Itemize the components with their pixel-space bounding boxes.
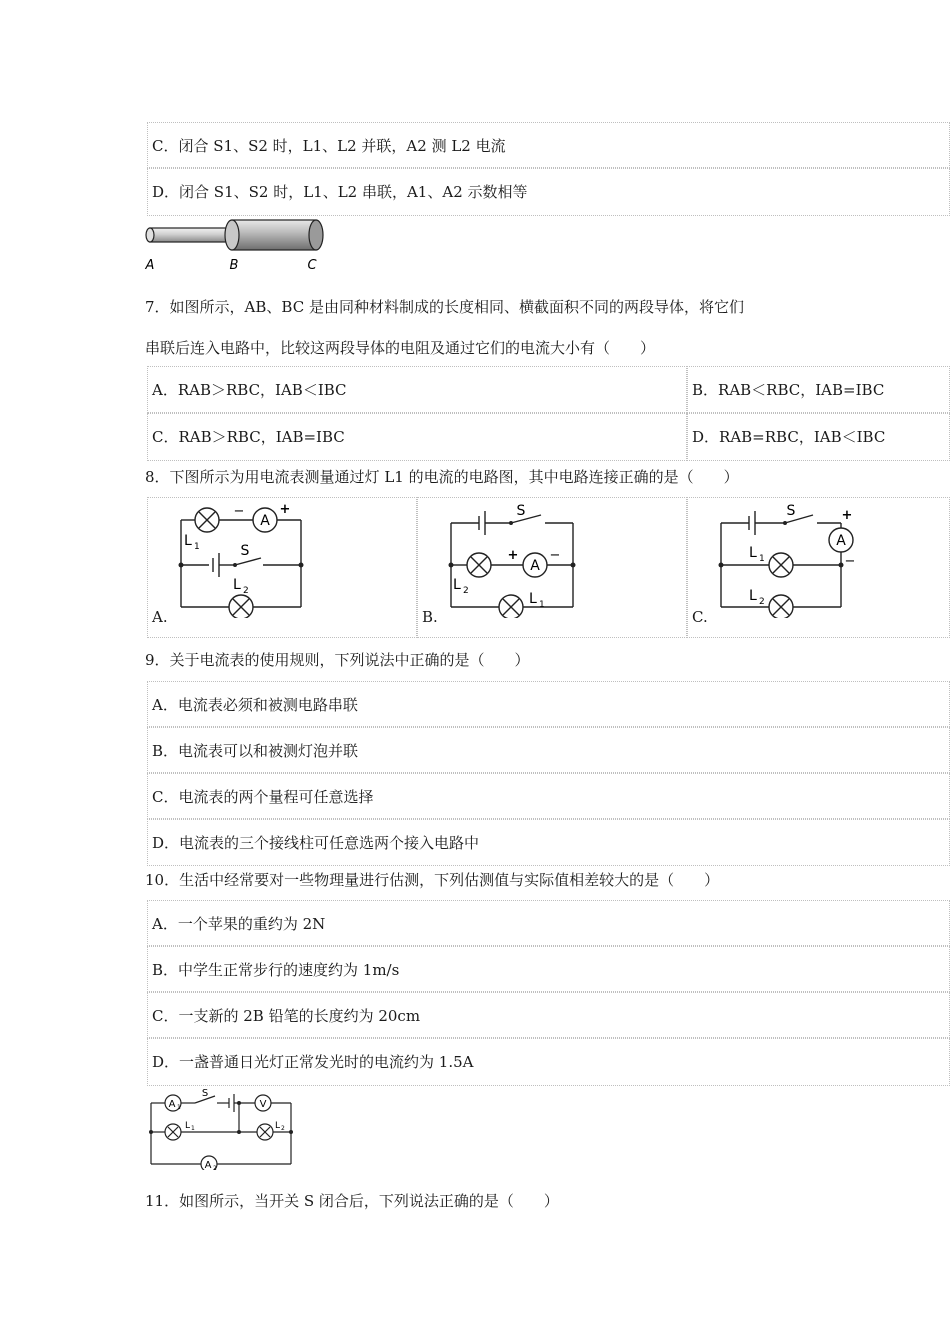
label-a: A bbox=[145, 258, 155, 273]
a1-sub: 1 bbox=[177, 1104, 181, 1111]
q10-stem: 10．生活中经常要对一些物理量进行估测，下列估测值与实际值相差较大的是（ ） bbox=[145, 871, 720, 889]
a2-label: A bbox=[204, 1160, 212, 1170]
l2-label: L bbox=[275, 1121, 281, 1131]
l2-label: L bbox=[233, 577, 241, 593]
plus-label: + bbox=[841, 508, 853, 523]
l1-sub: 1 bbox=[759, 554, 765, 564]
q7-option-b-text: B．RAB＜RBC，IAB=IBC bbox=[692, 381, 885, 399]
q9-option-c-text: C．电流表的两个量程可任意选择 bbox=[152, 788, 374, 806]
q6-option-d[interactable] bbox=[147, 168, 950, 216]
minus-label: − bbox=[844, 554, 856, 569]
circuit-q11 bbox=[145, 1088, 297, 1170]
switch-label: S bbox=[786, 503, 796, 519]
q7-option-d-text: D．RAB=RBC，IAB＜IBC bbox=[692, 428, 886, 446]
q8-option-a[interactable] bbox=[147, 497, 417, 638]
switch-label: S bbox=[516, 503, 526, 519]
q7-stem-line2: 串联后连入电路中，比较这两段导体的电阻及通过它们的电流大小有（ ） bbox=[145, 339, 656, 357]
q9-option-c[interactable] bbox=[147, 773, 950, 819]
l1-sub: 1 bbox=[194, 542, 200, 552]
circuit-c bbox=[713, 503, 873, 618]
ammeter-label: A bbox=[260, 513, 270, 529]
plus-label: + bbox=[279, 503, 291, 517]
conductor-figure bbox=[140, 212, 330, 274]
l2-label: L bbox=[749, 588, 757, 604]
q7-option-c[interactable] bbox=[147, 413, 687, 461]
l2-sub: 2 bbox=[463, 586, 469, 596]
voltmeter-label: V bbox=[259, 1099, 267, 1110]
q9-option-d[interactable] bbox=[147, 819, 950, 866]
switch-label: S bbox=[201, 1088, 209, 1099]
ammeter-label: A bbox=[836, 533, 846, 549]
l1-label: L bbox=[184, 533, 192, 549]
q8-option-c[interactable] bbox=[687, 497, 950, 638]
l2-label: L bbox=[453, 577, 461, 593]
l2-sub: 2 bbox=[281, 1125, 285, 1132]
ammeter-label: A bbox=[530, 558, 540, 574]
q10-option-d-text: D．一盏普通日光灯正常发光时的电流约为 1.5A bbox=[152, 1053, 474, 1071]
a2-sub: 2 bbox=[213, 1165, 217, 1170]
q9-option-b-text: B．电流表可以和被测灯泡并联 bbox=[152, 742, 359, 760]
a1-label: A bbox=[168, 1099, 176, 1110]
q9-option-b[interactable] bbox=[147, 727, 950, 773]
label-c: C bbox=[307, 258, 317, 273]
plus-label: + bbox=[507, 548, 519, 563]
q10-option-c[interactable] bbox=[147, 992, 950, 1038]
q10-option-a-text: A．一个苹果的重约为 2N bbox=[152, 915, 326, 933]
q8-option-c-text: C. bbox=[692, 608, 708, 626]
q7-option-b[interactable] bbox=[687, 366, 950, 413]
q10-option-a[interactable] bbox=[147, 900, 950, 946]
q7-option-a[interactable] bbox=[147, 366, 687, 413]
l2-sub: 2 bbox=[759, 597, 765, 607]
q8-stem: 8．下图所示为用电流表测量通过灯 L1 的电流的电路图，其中电路连接正确的是（ ） bbox=[145, 468, 739, 486]
q7-option-a-text: A．RAB＞RBC，IAB＜IBC bbox=[152, 381, 347, 399]
q10-option-b-text: B．中学生正常步行的速度约为 1m/s bbox=[152, 961, 400, 979]
circuit-b bbox=[443, 503, 583, 618]
l1-sub: 1 bbox=[539, 600, 545, 610]
q6-option-d-text: D．闭合 S1、S2 时，L1、L2 串联，A1、A2 示数相等 bbox=[152, 183, 528, 201]
l1-sub: 1 bbox=[191, 1125, 195, 1132]
q7-option-c-text: C．RAB＞RBC，IAB=IBC bbox=[152, 428, 345, 446]
minus-label: − bbox=[233, 504, 245, 519]
q10-option-b[interactable] bbox=[147, 946, 950, 992]
q8-option-b[interactable] bbox=[417, 497, 687, 638]
q7-stem-line1: 7．如图所示，AB、BC 是由同种材料制成的长度相同、横截面积不同的两段导体，将它们 bbox=[145, 298, 744, 316]
q8-option-a-text: A. bbox=[152, 608, 168, 626]
minus-label: − bbox=[549, 548, 561, 563]
l1-label: L bbox=[529, 591, 537, 607]
q9-option-a-text: A．电流表必须和被测电路串联 bbox=[152, 696, 358, 714]
q9-option-d-text: D．电流表的三个接线柱可任意选两个接入电路中 bbox=[152, 834, 480, 852]
q6-option-c[interactable] bbox=[147, 122, 950, 168]
q10-option-c-text: C．一支新的 2B 铅笔的长度约为 20cm bbox=[152, 1007, 421, 1025]
q6-option-c-text: C．闭合 S1、S2 时，L1、L2 并联，A2 测 L2 电流 bbox=[152, 137, 506, 155]
q7-option-d[interactable] bbox=[687, 413, 950, 461]
switch-label: S bbox=[240, 543, 250, 559]
label-b: B bbox=[229, 258, 239, 273]
q9-option-a[interactable] bbox=[147, 681, 950, 727]
l2-sub: 2 bbox=[243, 586, 249, 596]
q9-stem: 9．关于电流表的使用规则，下列说法中正确的是（ ） bbox=[145, 651, 530, 669]
l1-label: L bbox=[185, 1121, 191, 1131]
q8-option-b-text: B. bbox=[422, 608, 438, 626]
q11-stem: 11．如图所示，当开关 S 闭合后，下列说法正确的是（ ） bbox=[145, 1192, 559, 1210]
circuit-a bbox=[173, 503, 313, 618]
q10-option-d[interactable] bbox=[147, 1038, 950, 1086]
l1-label: L bbox=[749, 545, 757, 561]
